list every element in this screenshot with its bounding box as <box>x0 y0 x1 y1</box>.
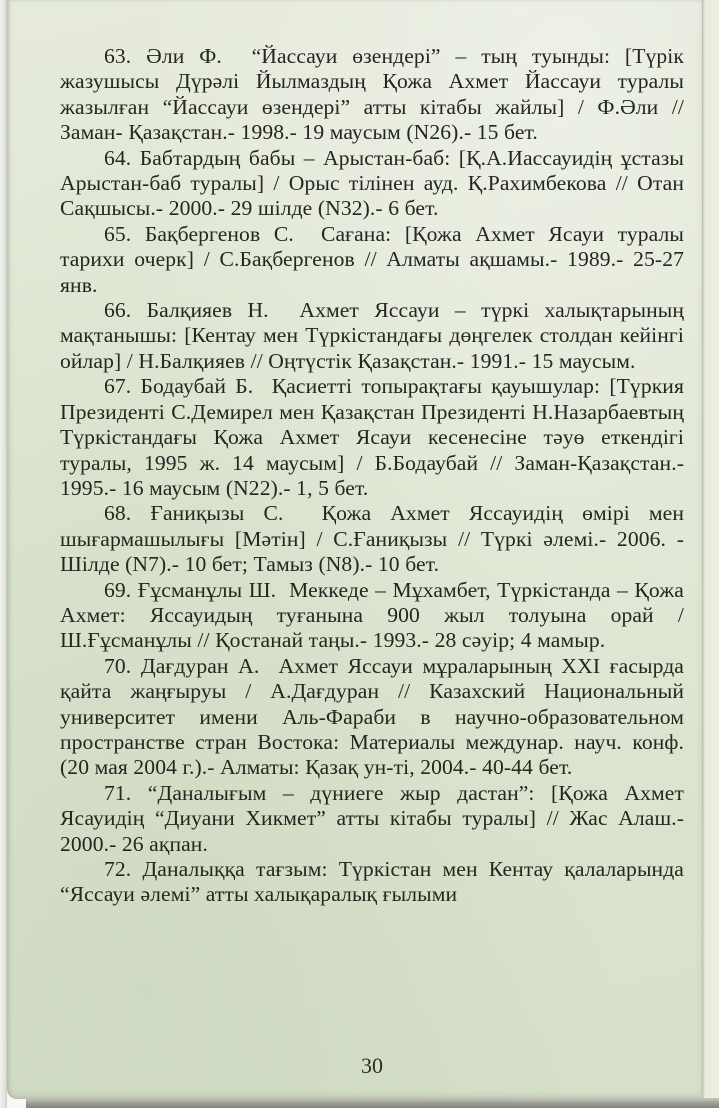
bibliography-entry-63: 63. Әли Ф. “Йассауи өзендері” – тың туынды: [Түрік жазушысы Дүрәлі Йылмаздың Қожа Ахмет Йассауи туралы жазылған “Йассауи өзендері” атты кітабы жайлы] / Ф.Әли // Заман- Қазақстан.- 1998.- 19 маусым (N26).- 15 бет. <box>60 44 690 145</box>
page-number: 30 <box>361 1053 383 1078</box>
paper-page <box>7 0 702 1099</box>
bibliography-entry-66: 66. Балқияев Н. Ахмет Яссауи – түркі халықтарының мақтанышы: [Кентау мен Түркістандағы дөңгелек столдан кейінгі ойлар] / Н.Балқияев // Оңтүстік Қазақстан.- 1991.- 15 маусым. <box>60 298 690 373</box>
scan-bottom-shadow <box>26 1098 719 1108</box>
page-left-edge <box>0 0 7 1108</box>
bibliography-entry-70: 70. Дағдуран А. Ахмет Яссауи мұраларының XXI ғасырда қайта жаңғыруы / А.Дағдуран // Казахский Национальный университет имени Аль-Фараби в научно-образовательном пространстве стран Востока: Материалы междунар. науч. конф. (20 мая 2004 г.).- Алматы: Қазақ ун-ті, 2004.- 40-44 бет. <box>60 653 690 780</box>
bibliography-entry-71: 71. “Даналығым – дүниеге жыр дастан”: [Қожа Ахмет Ясауидің “Диуани Хикмет” атты кітабы туралы] // Жас Алаш.- 2000.- 26 ақпан. <box>60 780 690 856</box>
bibliography-entry-64: 64. Бабтардың бабы – Арыстан-баб: [Қ.А.Иассауидің ұстазы Арыстан-баб туралы] / Орыс тілінен ауд. Қ.Рахимбекова // Отан Сақшысы.- 2000.- 29 шілде (N32).- 6 бет. <box>60 145 690 221</box>
bibliography-entry-67: 67. Бодаубай Б. Қасиетті топырақтағы қауышулар: [Түркия Президенті С.Демирел мен Қазақстан Президенті Н.Назарбаевтың Түркістандағы Қожа Ахмет Ясауи кесенесіне тәуө еткендігі туралы, 1995 ж. 14 маусым] / Б.Бодаубай // Заман-Қазақстан.- 1995.- 16 маусым (N22).- 1, 5 бет. <box>60 374 690 500</box>
bibliography-text-block <box>60 44 690 908</box>
bibliography-entry-68: 68. Ғаниқызы С. Қожа Ахмет Яссауидің өмірі мен шығармашылығы [Мәтін] / С.Ғаниқызы // Түркі әлемі.- 2006. - Шілде (N7).- 10 бет; Тамыз (N8).- 10 бет. <box>60 501 690 577</box>
page-right-edge <box>702 0 719 1108</box>
bibliography-entry-69: 69. Ғұсманұлы Ш. Меккеде – Мұхамбет, Түркістанда – Қожа Ахмет: Яссауидың туғанына 900 жыл толуына орай / Ш.Ғұсманұлы // Қостанай таңы.- 1993.- 28 сәуір; 4 мамыр. <box>60 577 690 653</box>
bibliography-entry-65: 65. Бақбергенов С. Сағана: [Қожа Ахмет Ясауи туралы тарихи очерк] / С.Бақбергенов // Алматы ақшамы.- 1989.- 25-27 янв. <box>60 221 690 297</box>
bibliography-entry-72: 72. Даналыққа тағзым: Түркістан мен Кентау қалаларында “Яссауи әлемі” атты халықаралық ғылыми <box>60 857 690 907</box>
